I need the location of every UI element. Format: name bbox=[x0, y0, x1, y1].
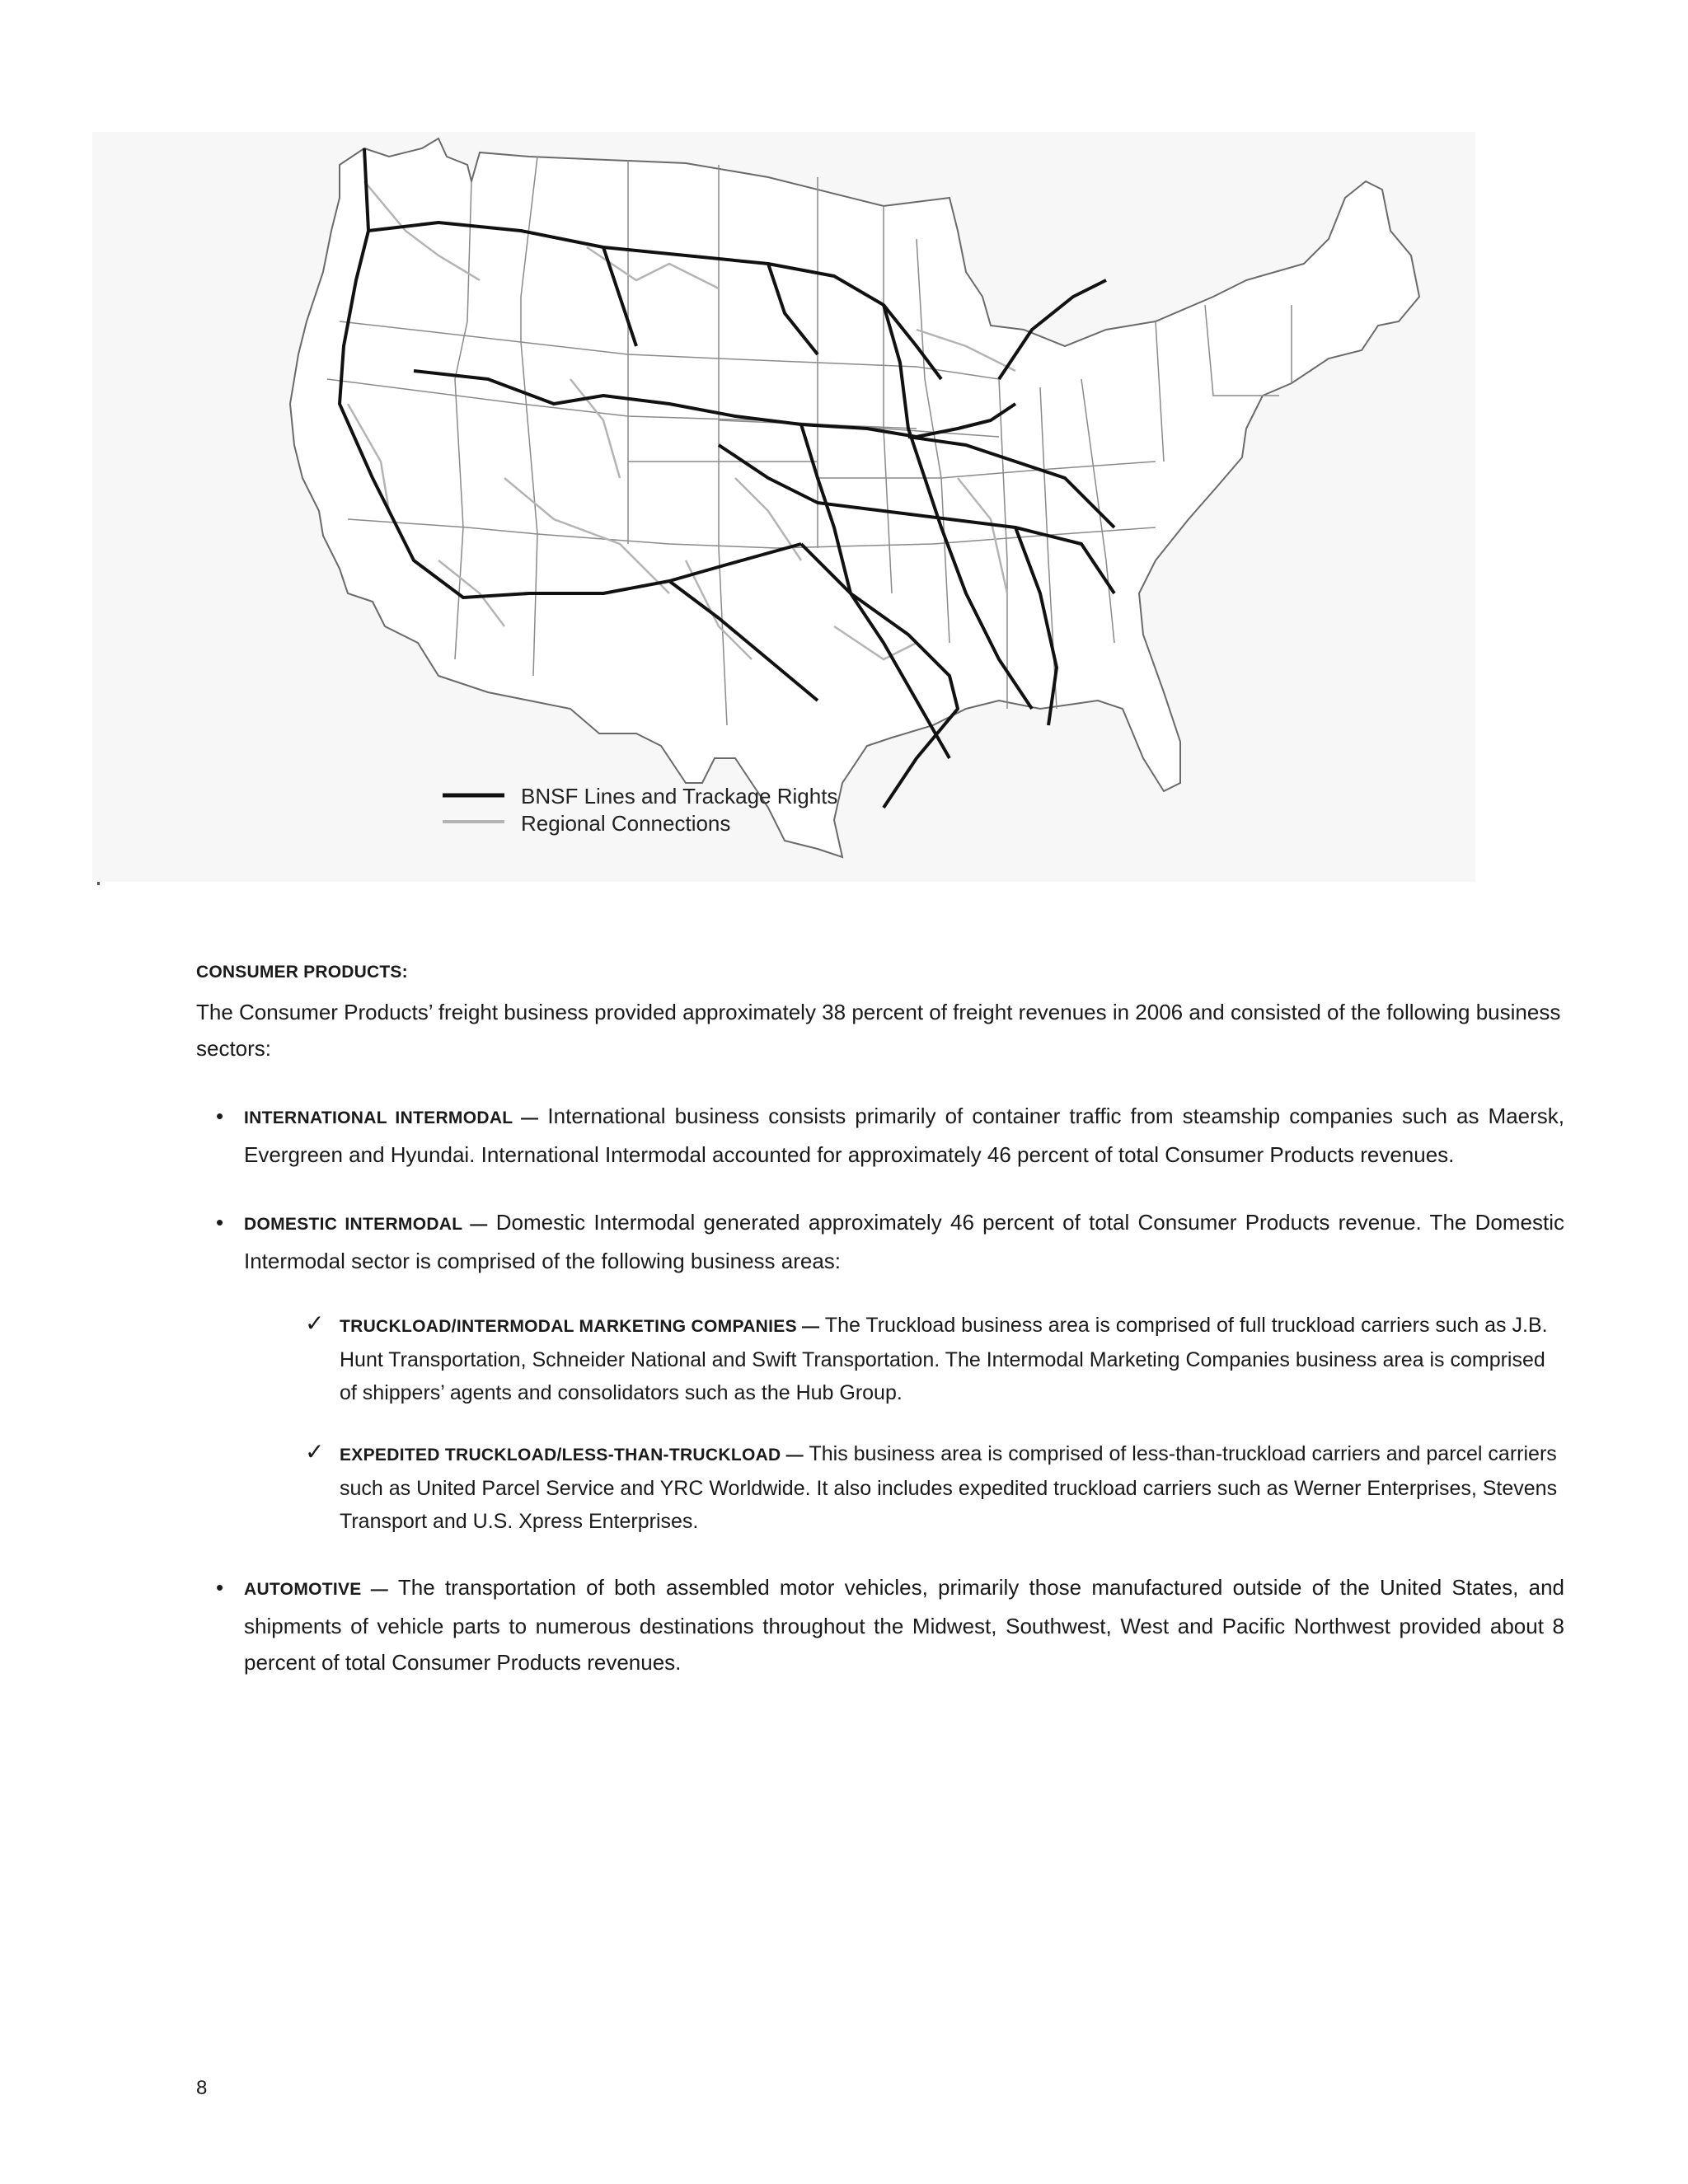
legend-secondary-label: Regional Connections bbox=[521, 811, 731, 836]
stray-mark bbox=[97, 882, 100, 885]
sub-text: This business area is comprised of less-than-truckload carriers and parcel carriers such as United Parcel Service and YRC Worldwide. It also includes expedited truckload carriers such as Werner Enterprises, Stevens Transport and U.S. Xpress Enterprises. bbox=[340, 1442, 1558, 1533]
sub-term: TRUCKLOAD/INTERMODAL MARKETING COMPANIES — bbox=[340, 1317, 820, 1336]
checkmark-icon: ✓ bbox=[305, 1438, 325, 1465]
network-map bbox=[92, 132, 1475, 882]
domestic-business-areas bbox=[244, 1309, 1564, 1538]
bullet-text: Domestic Intermodal generated approximately 46 percent of total Consumer Products revenue. The Domestic Intermodal sector is comprised of the following business areas: bbox=[244, 1210, 1564, 1273]
section-intro: The Consumer Products’ freight business provided approximately 38 percent of freight revenues in 2006 and consisted of the following business sectors: bbox=[196, 1000, 1561, 1061]
bullet-automotive bbox=[168, 1569, 1564, 1680]
sub-item-truckload-imc bbox=[244, 1309, 1564, 1409]
us-outline bbox=[290, 138, 1419, 857]
bullet-domestic-intermodal bbox=[168, 1204, 1564, 1538]
sub-text: The Truckload business area is comprised of full truckload carriers such as J.B. Hunt Transportation, Schneider National and Swift Transportation. The Intermodal Marketing Companies business area is comprised of shippers’ agents and consolidators such as the Hub Group. bbox=[340, 1314, 1548, 1404]
legend-primary-label: BNSF Lines and Trackage Rights bbox=[521, 784, 838, 808]
us-rail-map-svg bbox=[92, 132, 1475, 882]
sector-list bbox=[196, 1098, 1564, 1680]
bullet-term: DOMESTIC INTERMODAL — bbox=[244, 1215, 488, 1234]
consumer-products-section bbox=[196, 963, 1564, 1712]
sub-term: EXPEDITED TRUCKLOAD/LESS-THAN-TRUCKLOAD — bbox=[340, 1446, 804, 1465]
bullet-term: AUTOMOTIVE — bbox=[244, 1580, 389, 1599]
bullet-icon: • bbox=[216, 1104, 224, 1128]
bullet-international-intermodal bbox=[168, 1098, 1564, 1173]
bullet-term: INTERNATIONAL INTERMODAL — bbox=[244, 1108, 539, 1127]
bullet-text: The transportation of both assembled motor vehicles, primarily those manufactured outside of the United States, and shipments of vehicle parts to numerous destinations throughout the Midwest, Southwest, West and Pacific Northwest provided about 8 percent of total Consumer Products revenues. bbox=[244, 1575, 1564, 1675]
section-heading: CONSUMER PRODUCTS: bbox=[196, 963, 408, 982]
bullet-text: International business consists primarily of container traffic from steamship companies such as Maersk, Evergreen and Hyundai. International Intermodal accounted for approximately 46 percent of total Consumer Products revenues. bbox=[244, 1104, 1565, 1167]
page-number: 8 bbox=[196, 2077, 208, 2099]
sub-item-expedited-ltl bbox=[244, 1437, 1564, 1538]
checkmark-icon: ✓ bbox=[305, 1310, 325, 1337]
bullet-icon: • bbox=[216, 1575, 224, 1600]
bullet-icon: • bbox=[216, 1210, 224, 1235]
